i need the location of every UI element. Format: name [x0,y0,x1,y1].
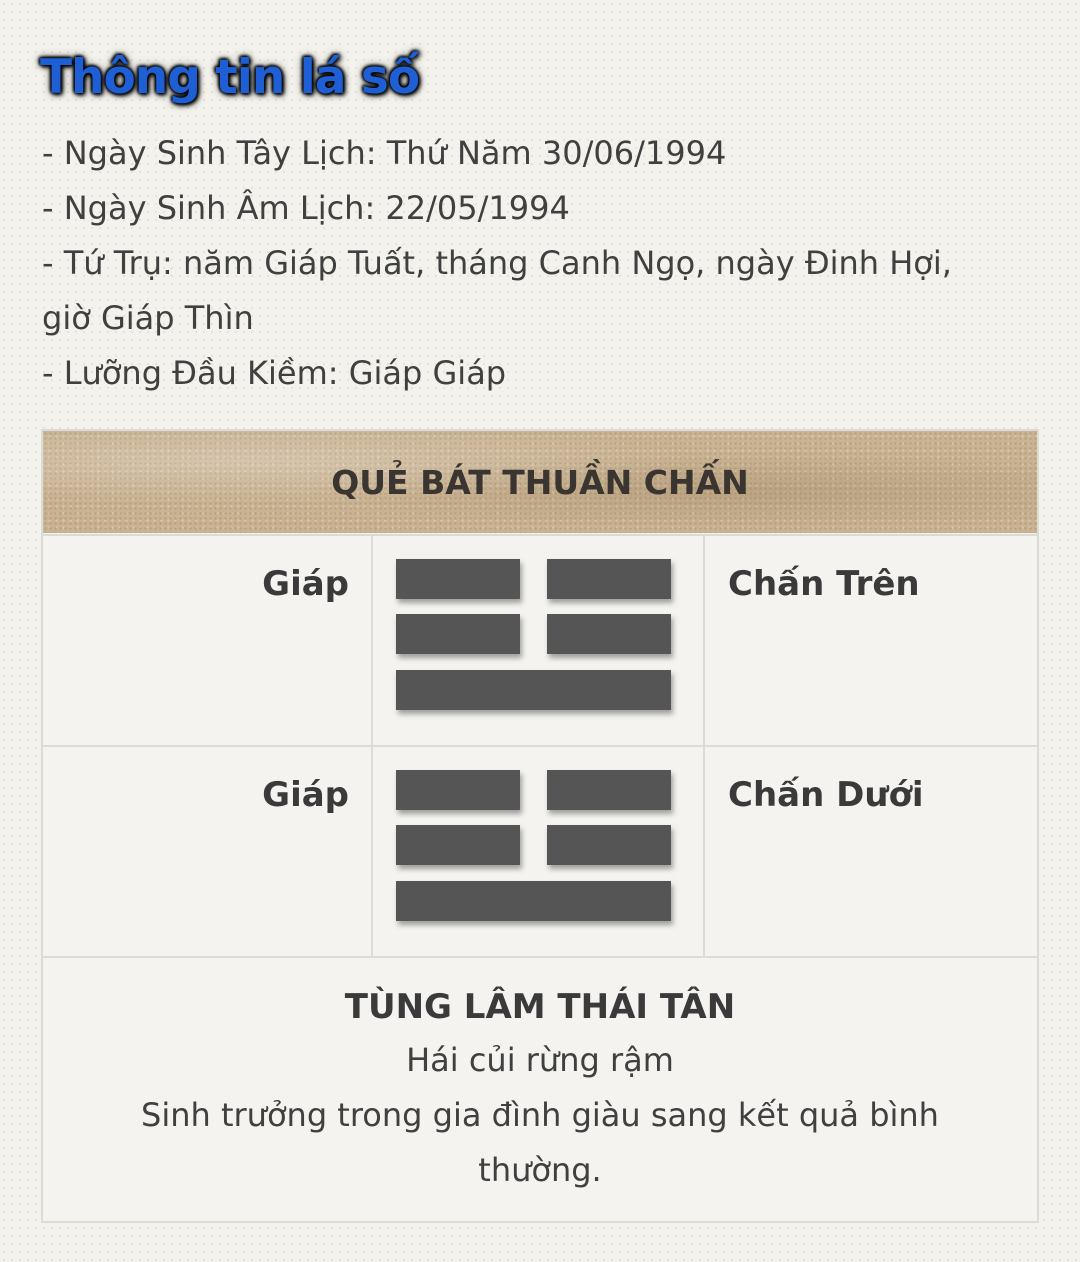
lower-trigram-name: Chấn Dưới [728,775,924,815]
lower-trigram-row [43,745,1037,956]
yin-line-segment [547,825,671,865]
yin-line-segment [396,825,520,865]
hexagram-table [41,429,1039,1223]
birth-info-list [42,126,1042,401]
yang-line [396,670,671,710]
nayin-section [43,956,1037,1221]
nayin-description: Sinh trưởng trong gia đình giàu sang kết quả bình thường. [141,1096,939,1189]
lower-trigram-lines [373,747,705,956]
yin-line-segment [547,559,671,599]
hexagram-title: QUẺ BÁT THUẦN CHẤN [43,431,1037,533]
lunar-birth-date: - Ngày Sinh Âm Lịch: 22/05/1994 [42,189,570,227]
yin-line-segment [396,770,520,810]
nayin-meaning: Hái củi rừng rậm [406,1041,674,1079]
luong-dau-kiem: - Lưỡng Đầu Kiềm: Giáp Giáp [42,354,507,392]
nayin-name: TÙNG LÂM THÁI TÂN [344,987,736,1027]
upper-trigram-lines [373,536,705,745]
upper-trigram-name: Chấn Trên [728,564,920,604]
solar-birth-date: - Ngày Sinh Tây Lịch: Thứ Năm 30/06/1994 [42,134,727,172]
yin-line-segment [547,614,671,654]
upper-stem: Giáp [43,536,373,745]
yang-line [396,881,671,921]
four-pillars: - Tứ Trụ: năm Giáp Tuất, tháng Canh Ngọ, ngày Đinh Hợi, [42,244,952,282]
page-title: Thông tin lá số [40,50,420,105]
yin-line-segment [396,559,520,599]
lower-stem: Giáp [43,747,373,956]
four-pillars-continued: giờ Giáp Thìn [42,299,254,337]
yin-line-segment [547,770,671,810]
yin-line-segment [396,614,520,654]
upper-trigram-row [43,534,1037,745]
